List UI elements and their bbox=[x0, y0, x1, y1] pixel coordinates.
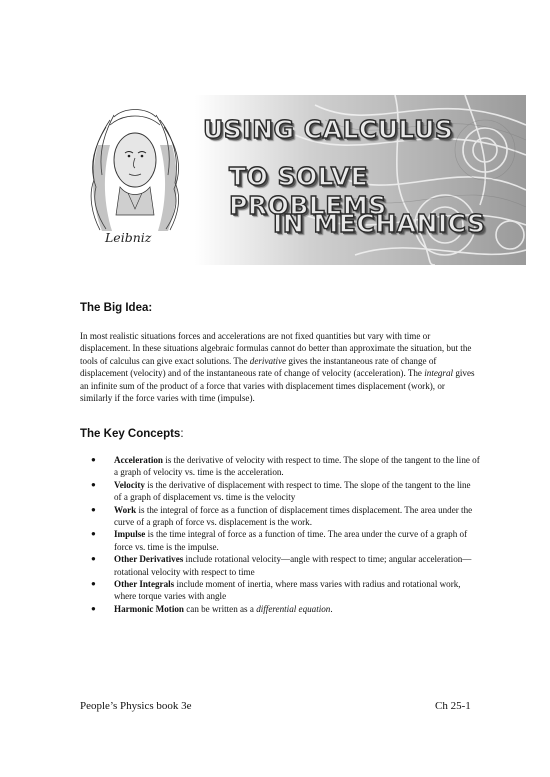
concept-text: include moment of inertia, where mass varies with radius and rotational work, where torque varies with angle bbox=[114, 579, 461, 602]
concept-term: Other Integrals bbox=[114, 579, 175, 590]
bullet-icon: ● bbox=[91, 603, 96, 613]
key-concepts-heading bbox=[80, 428, 184, 440]
paragraph-text: In most realistic situations forces and accelerations are not fixed quantities but vary with time or displacement. In these situations algebraic formulas cannot do better than approximate the situation, but the tools of calculus can give exact solutions. The bbox=[80, 331, 472, 366]
paragraph-text: gives an infinite sum of the product of a force that varies with displacement times displacement (work), or similarly if the force varies with time (impulse). bbox=[80, 368, 475, 404]
concept-item bbox=[80, 479, 480, 504]
concept-item bbox=[80, 553, 480, 578]
portrait-caption: Leibniz bbox=[105, 230, 152, 245]
concept-item bbox=[80, 603, 480, 615]
concept-term: Work bbox=[114, 504, 137, 515]
bullet-icon: ● bbox=[91, 579, 96, 589]
key-concepts-heading-colon: : bbox=[180, 428, 184, 440]
bullet-icon: ● bbox=[91, 504, 96, 514]
banner-title-line-1: USING CALCULUS bbox=[203, 115, 454, 144]
concept-tail: . bbox=[330, 603, 333, 614]
big-idea-paragraph bbox=[80, 330, 477, 404]
bullet-icon: ● bbox=[91, 554, 96, 564]
concept-term: Other Derivatives bbox=[114, 554, 184, 565]
concept-term: Velocity bbox=[114, 479, 145, 490]
paragraph-text: gives the instantaneous rate of change of displacement (velocity) and of the instantaneous rate of change of velocity (acceleration). The bbox=[80, 355, 437, 379]
concept-text: include rotational velocity—angle with respect to time; angular acceleration—rotational velocity with respect to time bbox=[114, 554, 472, 577]
concept-term: Acceleration bbox=[114, 455, 163, 465]
bullet-icon: ● bbox=[91, 455, 96, 464]
key-concepts-heading-text: The Key Concepts bbox=[80, 428, 181, 440]
chapter-banner bbox=[80, 95, 526, 265]
concept-text: is the derivative of velocity with respect to time. The slope of the tangent to the line of a graph of velocity vs. time is the acceleration. bbox=[114, 455, 480, 478]
footer-page-number: Ch 25-1 bbox=[435, 700, 471, 712]
banner-title-line-2: TO SOLVE PROBLEMS bbox=[229, 162, 387, 220]
bullet-icon: ● bbox=[91, 529, 96, 539]
emphasized-term: integral bbox=[424, 368, 454, 379]
big-idea-heading: The Big Idea: bbox=[80, 302, 153, 314]
concept-text: is the derivative of displacement with respect to time. The slope of the tangent to the line of a graph of displacement vs. time is the velocity bbox=[114, 479, 471, 503]
key-concepts-list bbox=[80, 454, 480, 615]
bullet-icon: ● bbox=[91, 479, 96, 489]
concept-item bbox=[80, 454, 480, 479]
concept-text: can be written as a bbox=[183, 603, 257, 614]
concept-item bbox=[80, 578, 480, 603]
leibniz-portrait bbox=[80, 105, 190, 233]
concept-text: is the integral of force as a function of displacement times displacement. The area under the curve of a graph of force vs. displacement is the work. bbox=[114, 504, 473, 528]
concept-term: Impulse bbox=[114, 529, 146, 540]
concept-text: is the time integral of force as a function of time. The area under the curve of a graph of force vs. time is the impulse. bbox=[114, 529, 468, 552]
banner-title-line-3: IN MECHANICS bbox=[273, 209, 486, 238]
concept-item bbox=[80, 528, 480, 553]
concept-emphasis: differential equation bbox=[256, 603, 331, 614]
footer-book-title: People’s Physics book 3e bbox=[80, 700, 192, 712]
emphasized-term: derivative bbox=[249, 355, 287, 366]
concept-term: Harmonic Motion bbox=[114, 603, 184, 614]
concept-item bbox=[80, 504, 480, 529]
